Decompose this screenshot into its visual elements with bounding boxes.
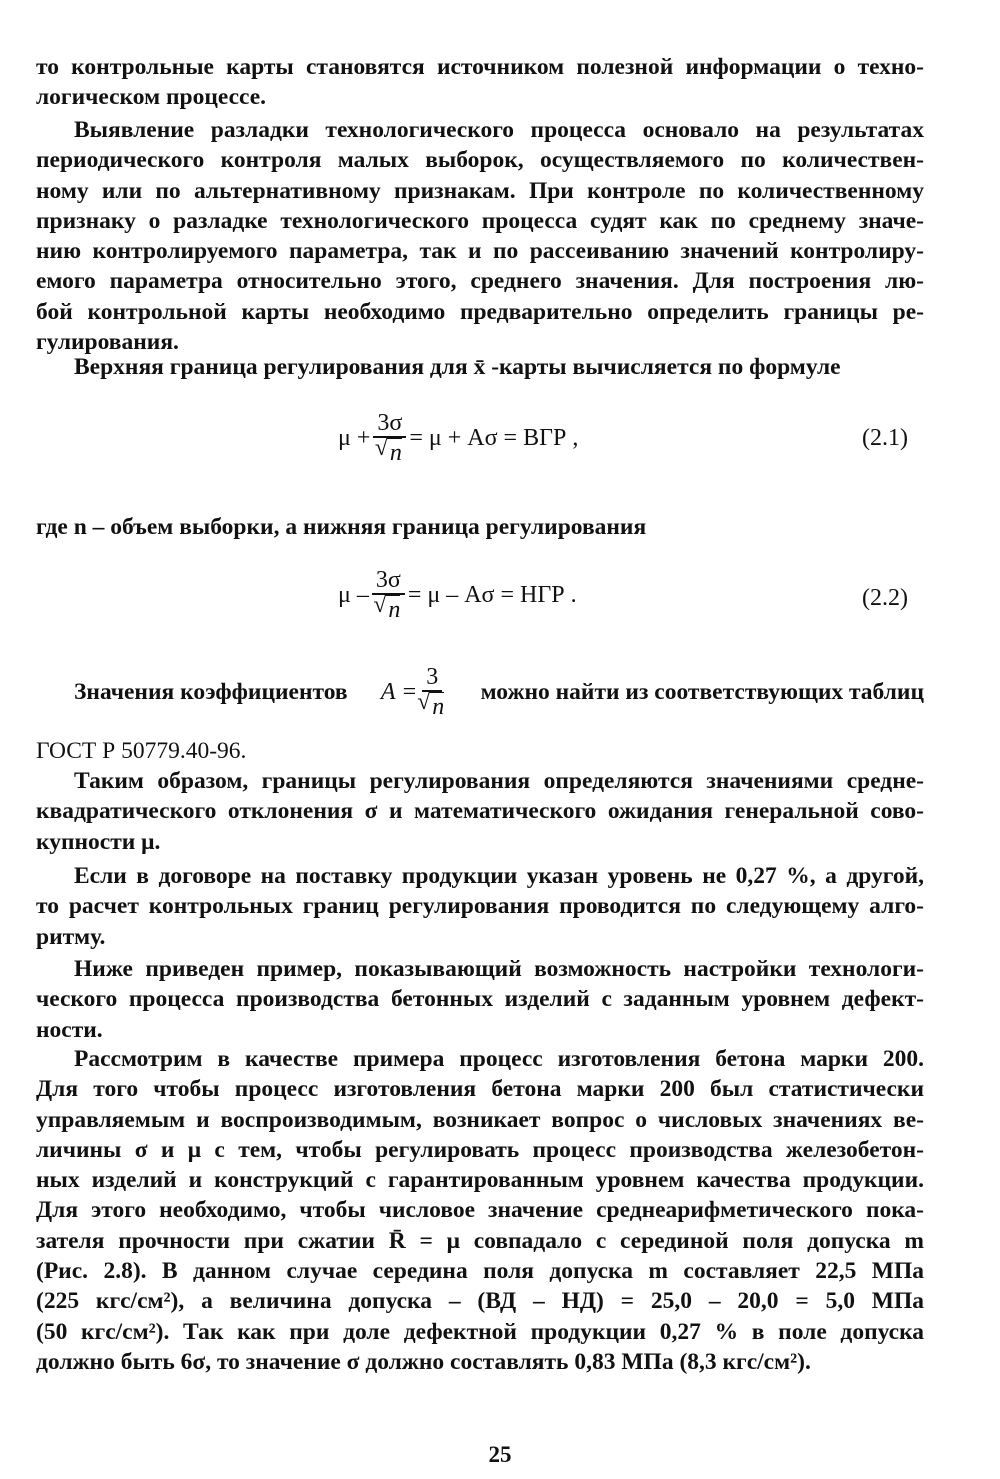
paragraph-9: Рассмотрим в качестве примера процесс изготовления бетона марки 200. Для того чтобы процесс изготовления бетона марки 200 был статистически управляемым и воспроизводимым, возникает вопрос о числовых значениях ве- личины σ и μ с тем, чтобы регулировать процесс производства железобетон- ных изделий и конструкций с гарантированным уровнем качества продукции. Для этого необходимо, чтобы числовое значение среднеарифметического пока- зателя прочности при сжатии R̄ = μ совпадало с серединой поля допуска m (Рис. 2.8). В данном случае середина поля допуска m составляет 22,5 МПа (225 кгс/см²), а величина допуска – (ВД – НД) = 25,0 – 20,0 = 5,0 МПа (50 кгс/см²). Так как при доле дефектной продукции 0,27 % в поле допуска должно быть 6σ, то значение σ должно составлять 0,83 МПа (8,3 кгс/см²). <box>36 1046 924 1375</box>
paragraph-1: Выявление разладки технологического процесса основало на результатах периодического контроля малых выборок, осуществляемого по количествен- ному или по альтернативному признакам. При контроле по количественному признаку о разладке технологического процесса судят как по среднему значе- нию контролируемого параметра, так и по рассеиванию значений контролиру- емого параметра относительно этого, среднего значения. Для построения лю- бой контрольной карты необходимо предварительно определить границы ре- гулирования. <box>36 117 924 356</box>
paragraph-6: Таким образом, границы регулирования определяются значениями средне- квадратического отклонения σ и математического ожидания генеральной сово- купности μ. <box>36 768 924 855</box>
sqrt-symbol: √ n <box>385 595 400 624</box>
equation-number-2-2: (2.2) <box>862 585 908 611</box>
sqrt-symbol: √ n <box>387 438 402 467</box>
paragraph-2: Верхняя граница регулирования для x̄ -карты вычисляется по формуле <box>74 354 841 380</box>
sqrt-symbol: √ n <box>429 692 444 721</box>
paragraph-4: Значения коэффициентов A = 3 √ n можно найти из соответствующих таблиц <box>74 664 924 721</box>
fraction: 3σ √ n <box>373 410 406 467</box>
formula-2-1: μ + 3σ √ n = μ + Aσ = ВГР , <box>338 410 578 467</box>
paragraph-5: ГОСТ Р 50779.40-96. <box>36 738 247 764</box>
paragraph-3: где n – объем выборки, а нижняя граница регулирования <box>36 514 647 540</box>
formula-2-2: μ – 3σ √ n = μ – Aσ = НГР . <box>338 567 577 624</box>
paragraph-8: Ниже приведен пример, показывающий возможность настройки технологи- ческого процесса производства бетонных изделий с заданным уровнем дефект- ности. <box>36 956 924 1043</box>
page-number: 25 <box>488 1442 512 1467</box>
fraction: 3σ √ n <box>372 567 405 624</box>
equation-number-2-1: (2.1) <box>862 425 908 451</box>
paragraph-0: то контрольные карты становятся источником полезной информации о техно- логическом процессе. <box>36 54 924 111</box>
paragraph-7: Если в договоре на поставку продукции указан уровень не 0,27 %, а другой, то расчет контрольных границ регулирования проводится по следующему алго- ритму. <box>36 863 924 950</box>
coefficient-formula: A = 3 √ n <box>381 664 447 721</box>
